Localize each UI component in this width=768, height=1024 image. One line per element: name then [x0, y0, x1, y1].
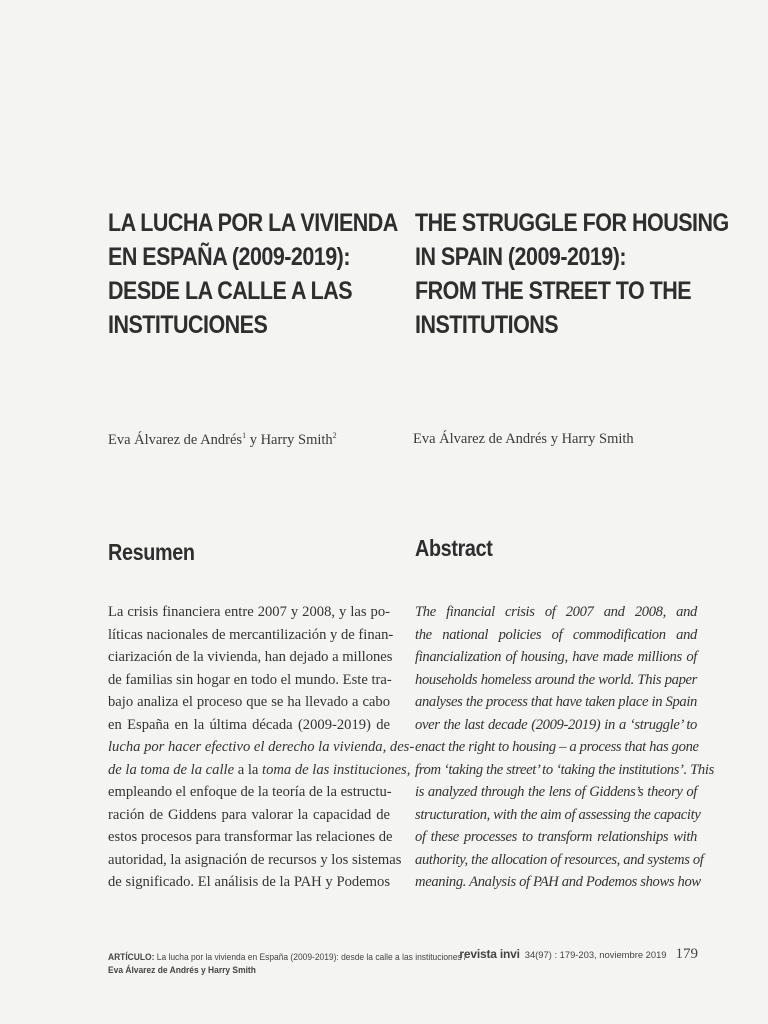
english-title-line: IN SPAIN (2009-2019): — [415, 243, 627, 271]
text-line: the national policies of commodification and — [415, 626, 697, 643]
abstract-text — [415, 601, 714, 894]
spanish-title-line: LA LUCHA POR LA VIVIENDA — [108, 209, 398, 237]
text-line: is analyzed through the lens of Giddens’s theory of — [415, 784, 697, 800]
article-label: ARTÍCULO: — [108, 951, 155, 962]
abstract-heading: Abstract — [415, 535, 493, 561]
text-line: financialization of housing, have made millions of — [415, 649, 697, 665]
text-line: The financial crisis of 2007 and 2008, and — [415, 604, 697, 620]
text-line: de significado. El análisis de la PAH y Podemos — [108, 874, 390, 890]
article-running-title: La lucha por la vivienda en España (2009-2019): desde la calle a las instituciones / — [154, 951, 467, 962]
text-line-italic — [108, 736, 415, 759]
english-title-line: FROM THE STREET TO THE — [415, 277, 692, 305]
text-line: ración de Giddens para valorar la capacidad de — [108, 806, 390, 823]
page-number: 179 — [675, 946, 698, 962]
text-line-mixed — [108, 759, 411, 782]
journal-name: revista invi — [459, 947, 520, 961]
text-line: La crisis financiera entre 2007 y 2008, y las po- — [108, 604, 390, 620]
footnote-marker[interactable]: 1 — [242, 431, 247, 440]
text-line: from ‘taking the street’ to ‘taking the institutions’. This — [415, 761, 714, 778]
text-line: bajo analiza el proceso que se ha llevado a cabo — [108, 694, 390, 710]
text-fragment: , — [406, 761, 411, 778]
text-line: líticas nacionales de mercantilización y de finan- — [108, 626, 394, 643]
italic-phrase: de la toma de la calle — [108, 761, 235, 778]
english-title — [415, 206, 729, 342]
issue-info: 34(97) : 179-203, noviembre 2019 — [524, 949, 667, 960]
text-line: of these processes to transform relationships with — [415, 829, 697, 845]
journal-footer — [459, 946, 698, 963]
text-line: de familias sin hogar en todo el mundo. Este tra- — [108, 671, 392, 688]
text-fragment: a la — [234, 761, 263, 778]
article-footer — [108, 950, 466, 976]
italic-phrase: toma de las instituciones — [262, 761, 407, 778]
resumen-heading: Resumen — [108, 539, 195, 565]
author-name: Eva Álvarez de Andrés — [108, 432, 243, 448]
text-line: meaning. Analysis of PAH and Podemos shows how — [415, 874, 701, 890]
italic-phrase: lucha por hacer efectivo el derecho la vivienda, des- — [108, 739, 415, 755]
english-title-line: INSTITUTIONS — [415, 311, 559, 339]
text-line: ciarización de la vivienda, han dejado a millones — [108, 649, 393, 665]
text-line: empleando el enfoque de la teoría de la estructu- — [108, 784, 392, 800]
english-title-line: THE STRUGGLE FOR HOUSING — [415, 209, 729, 237]
text-line: structuration, with the aim of assessing the capacity — [415, 806, 701, 823]
spanish-authors — [108, 431, 337, 449]
spanish-title-line: INSTITUCIONES — [108, 311, 268, 339]
spanish-title-line: DESDE LA CALLE A LAS — [108, 277, 353, 305]
text-line: households homeless around the world. This paper — [415, 671, 697, 688]
text-line: over the last decade (2009-2019) in a ‘struggle’ to — [415, 716, 697, 733]
spanish-title-line: EN ESPAÑA (2009-2019): — [108, 243, 350, 271]
text-line: analyses the process that have taken place in Spain — [415, 694, 697, 710]
article-footer-authors: Eva Álvarez de Andrés y Harry Smith — [108, 964, 256, 975]
text-line: autoridad, la asignación de recursos y los sistemas — [108, 851, 402, 868]
text-line: estos procesos para transformar las relaciones de — [108, 829, 393, 845]
text-line: en España en la última década (2009-2019) de — [108, 716, 390, 733]
author-joiner: y — [246, 432, 261, 448]
resumen-text — [108, 601, 415, 894]
author-name: Harry Smith — [260, 432, 333, 448]
text-line: authority, the allocation of resources, and systems of — [415, 851, 704, 868]
text-line: enact the right to housing – a process that has gone — [415, 739, 699, 755]
footnote-marker[interactable]: 2 — [332, 431, 337, 440]
english-authors: Eva Álvarez de Andrés y Harry Smith — [413, 431, 634, 447]
spanish-title — [108, 206, 398, 342]
